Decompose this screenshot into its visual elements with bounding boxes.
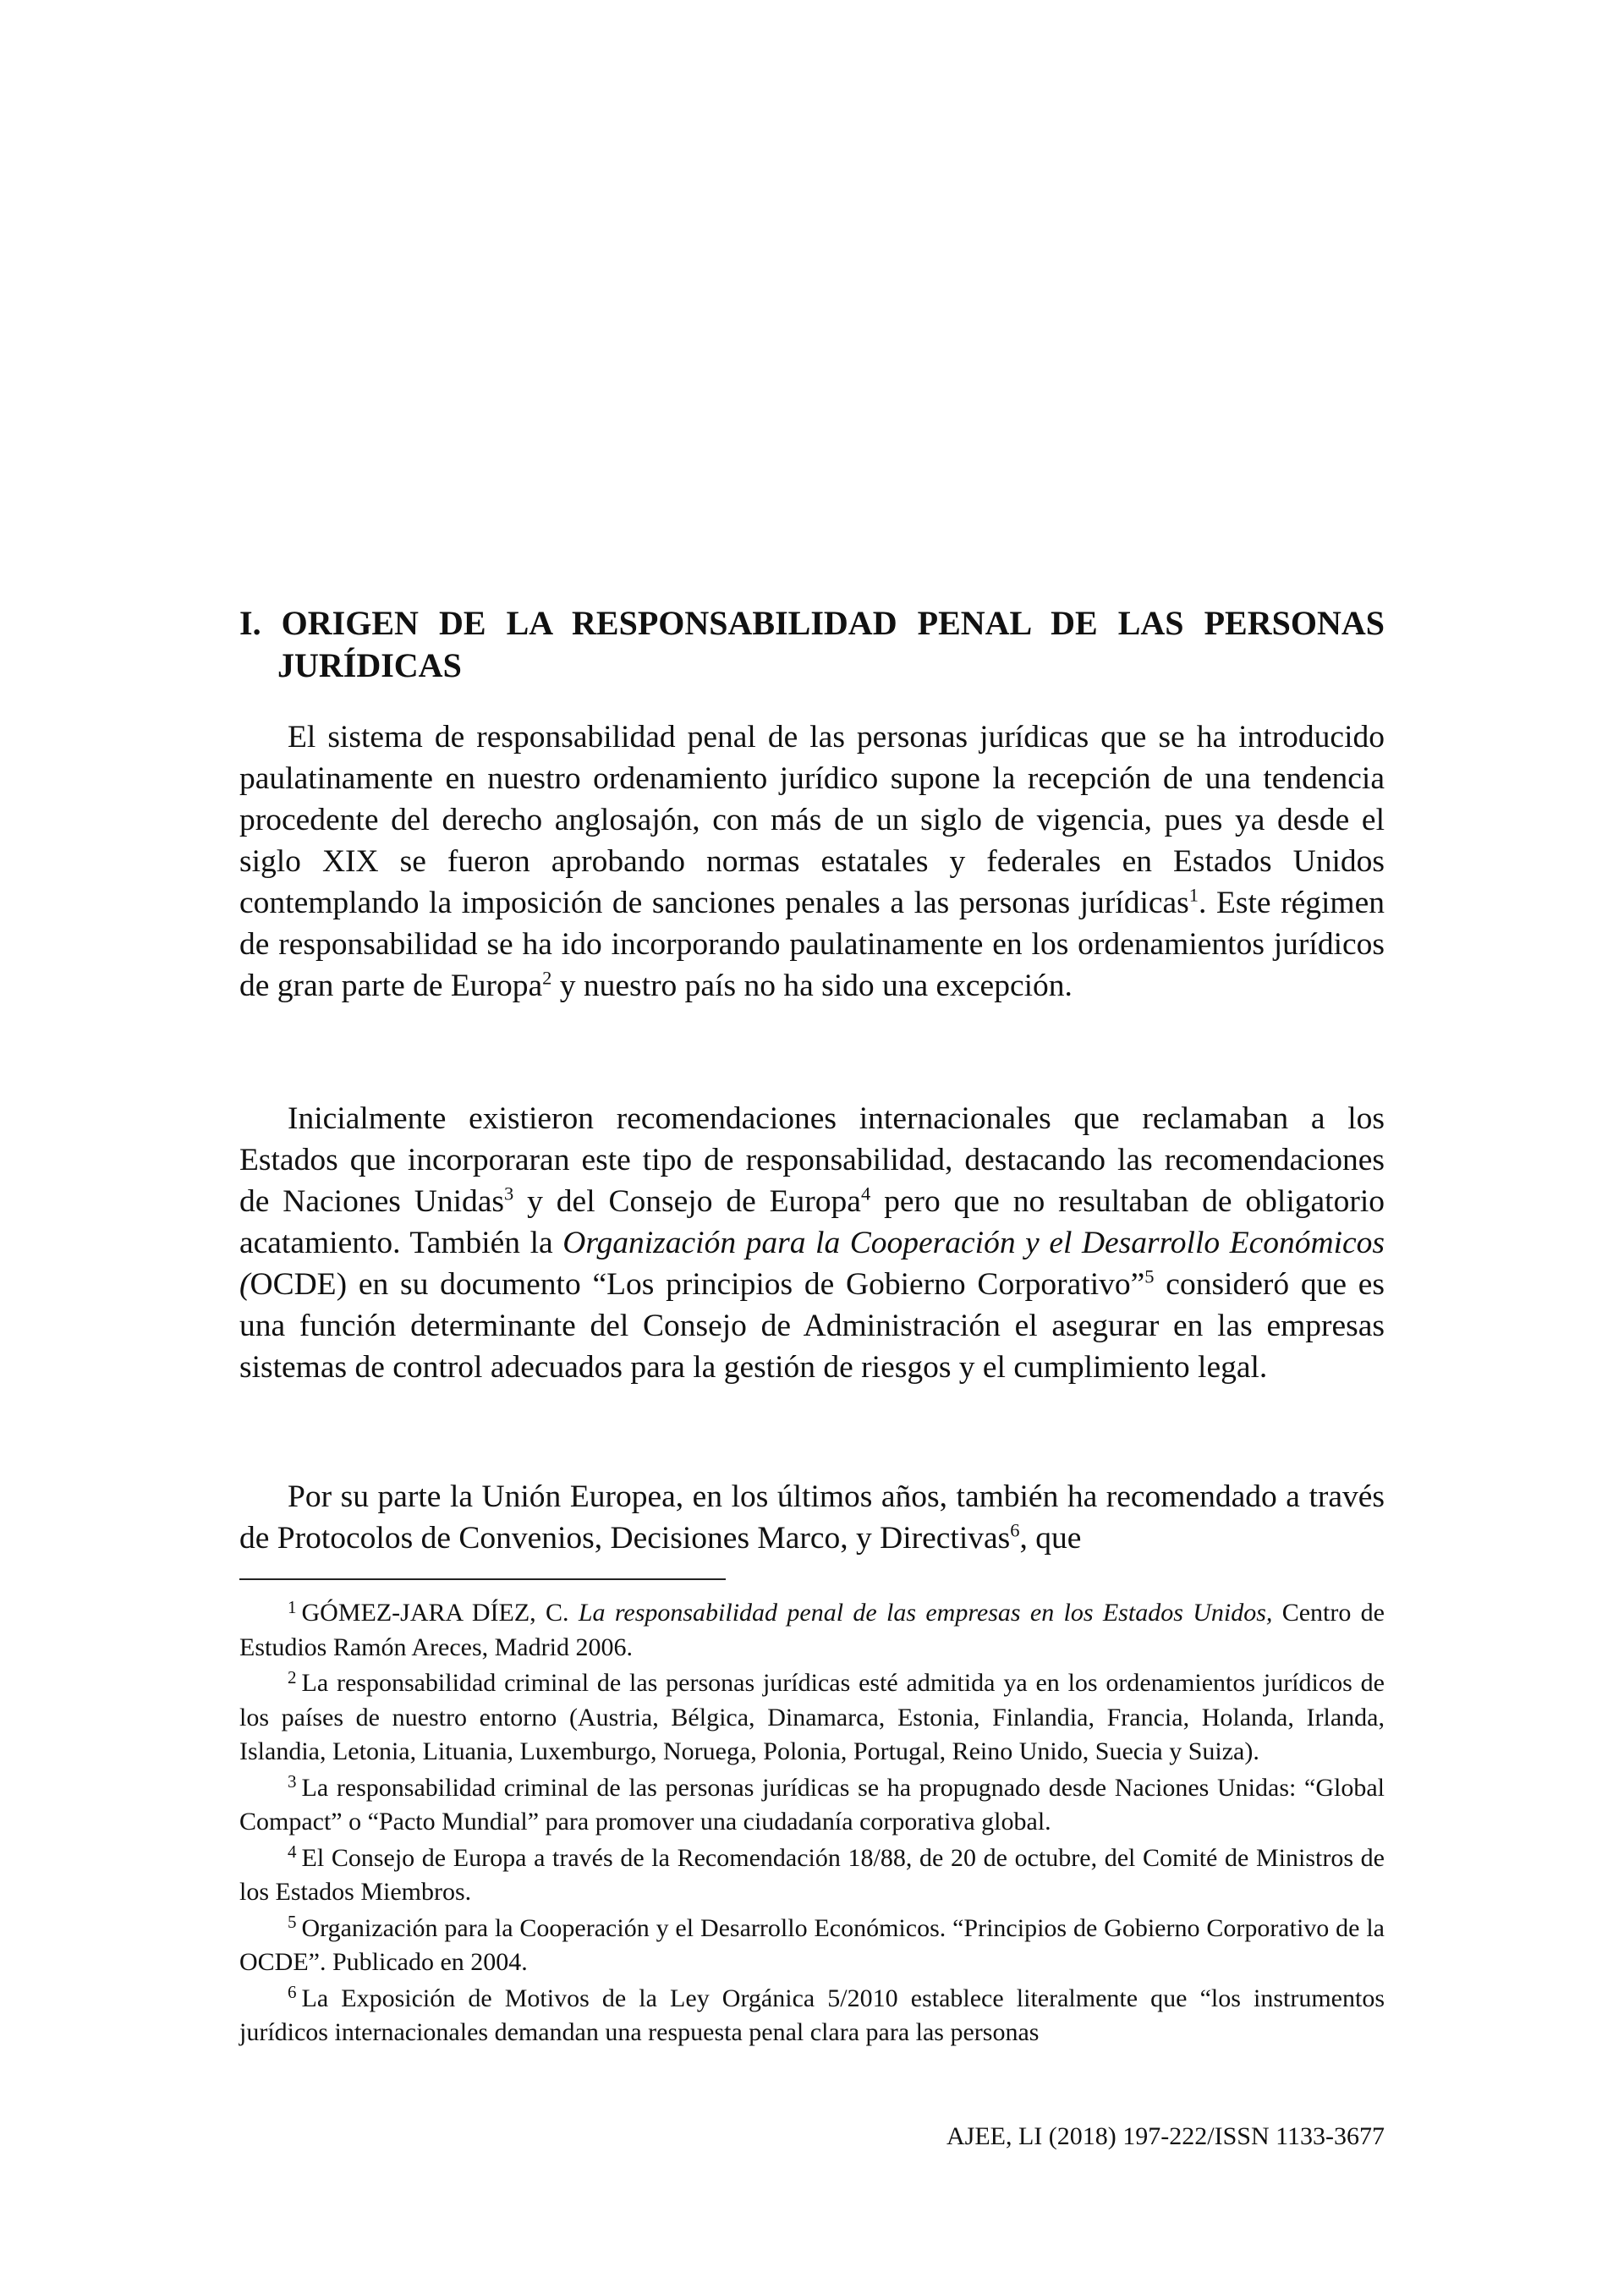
footnote-5: [239, 1912, 1385, 1980]
paragraph-text: pero que no resultaban de obligatorio acatamiento. También la: [239, 1184, 1385, 1260]
paragraph-text: Por su parte la Unión Europea, en los últimos años, también ha recomendado a través de Protocolos de Convenios, Decisiones Marco, y Directivas: [239, 1479, 1385, 1556]
footnote-separator: [239, 1578, 726, 1580]
footnote-4: [239, 1841, 1385, 1910]
paragraph-text: y del Consejo de Europa: [513, 1184, 861, 1219]
body-paragraph-3: [239, 1476, 1385, 1559]
footnote-ref-4[interactable]: 4: [860, 1183, 871, 1205]
footnote-ref-3[interactable]: 3: [503, 1183, 514, 1205]
footnote-number: 1: [288, 1596, 297, 1617]
footnote-ref-2[interactable]: 2: [542, 967, 552, 989]
footnote-number: 2: [288, 1666, 297, 1688]
paragraph-text: consideró que es una función determinante del Consejo de Administración el asegurar en las empresas sistemas de control adecuados para la gestión de riesgos y el cumplimiento legal.: [239, 1267, 1385, 1385]
footnote-text: La responsabilidad criminal de las personas jurídicas esté admitida ya en los ordenamientos jurídicos de los países de nuestro entorno (Austria, Bélgica, Dinamarca, Estonia, Finlandia, Francia, Holanda, Irlanda, Islandia, Letonia, Lituania, Luxemburgo, Noruega, Polonia, Portugal, Reino Unido, Suecia y Suiza).: [239, 1669, 1385, 1765]
footnote-number: 4: [288, 1841, 297, 1863]
italic-organization-name: Organización para la Cooperación y el Desarrollo Económicos (: [239, 1226, 1385, 1302]
paragraph-text: OCDE) en su documento “Los principios de Gobierno Corporativo”: [250, 1267, 1145, 1302]
footnote-text: La Exposición de Motivos de la Ley Orgánica 5/2010 establece literalmente que “los instrumentos jurídicos internacionales demandan una respuesta penal clara para las personas: [239, 1984, 1385, 2046]
footnote-number: 3: [288, 1771, 297, 1792]
footnote-6: [239, 1982, 1385, 2050]
paragraph-text: El sistema de responsabilidad penal de las personas jurídicas que se ha introducido paulatinamente en nuestro ordenamiento jurídico supone la recepción de una tendencia procedente del derecho anglosajón, con más de un siglo de vigencia, pues ya desde el siglo XIX se fueron aprobando normas estatales y federales en Estados Unidos contemplando la imposición de sanciones penales a las personas jurídicas: [239, 720, 1385, 920]
footnote-text: El Consejo de Europa a través de la Recomendación 18/88, de 20 de octubre, del Comité de Ministros de los Estados Miembros.: [239, 1843, 1385, 1906]
section-heading-line-1: I. ORIGEN DE LA RESPONSABILIDAD PENAL DE LAS PERSONAS: [239, 604, 1385, 642]
paragraph-text: y nuestro país no ha sido una excepción.: [551, 969, 1073, 1003]
section-heading-line-2: JURÍDICAS: [277, 646, 462, 684]
footnote-number: 6: [288, 1982, 297, 2003]
body-paragraph-1: [239, 716, 1385, 1007]
footnote-book-title: La responsabilidad penal de las empresas en los Estados Unidos,: [578, 1599, 1273, 1627]
paragraph-text: , que: [1019, 1521, 1082, 1556]
paragraph-text: . Este régimen de responsabilidad se ha ido incorporando paulatinamente en los ordenamientos jurídicos de gran parte de Europa: [239, 886, 1385, 1003]
footnote-1: [239, 1596, 1385, 1665]
footnote-2: [239, 1666, 1385, 1770]
footnote-text: Organización para la Cooperación y el Desarrollo Económicos. “Principios de Gobierno Corporativo de la OCDE”. Publicado en 2004.: [239, 1913, 1385, 1976]
footnote-text: La responsabilidad criminal de las personas jurídicas se ha propugnado desde Naciones Unidas: “Global Compact” o “Pacto Mundial” para promover una ciudadanía corporativa global.: [239, 1773, 1385, 1836]
section-heading: [239, 602, 1385, 687]
footnote-text: Centro de Estudios Ramón Areces, Madrid 2006.: [239, 1599, 1385, 1661]
footnote-3: [239, 1771, 1385, 1840]
journal-citation-footer: AJEE, LI (2018) 197-222/ISSN 1133-3677: [946, 2122, 1385, 2150]
paragraph-text: Inicialmente existieron recomendaciones internacionales que reclamaban a los Estados que incorporaran este tipo de responsabilidad, destacando las recomendaciones de Naciones Unidas: [239, 1101, 1385, 1219]
footnote-text: GÓMEZ-JARA DÍEZ, C.: [301, 1599, 579, 1627]
footnote-number: 5: [288, 1912, 297, 1933]
footnotes: [239, 1596, 1385, 2052]
footnote-ref-1[interactable]: 1: [1188, 884, 1199, 906]
body-paragraph-2: [239, 1098, 1385, 1388]
footnote-ref-6[interactable]: 6: [1010, 1519, 1020, 1541]
footnote-ref-5[interactable]: 5: [1144, 1265, 1155, 1287]
